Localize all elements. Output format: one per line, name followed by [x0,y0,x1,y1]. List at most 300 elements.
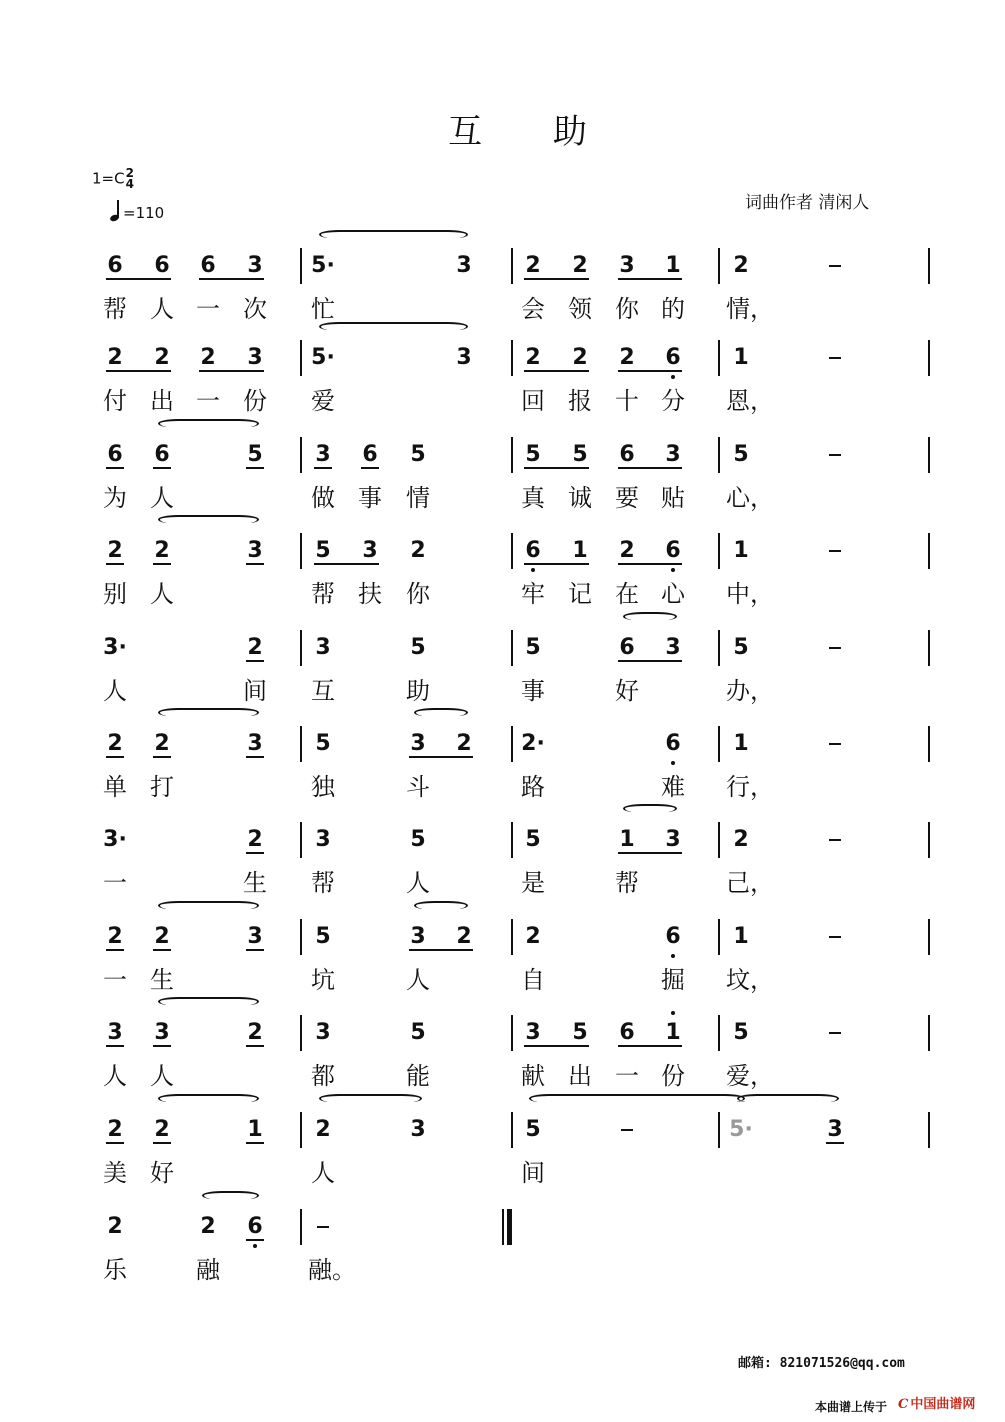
note: 3 [247,924,263,949]
barline [928,248,930,284]
barline [300,726,302,762]
barline [511,1015,513,1051]
note: 2 [619,345,635,370]
lyric-syllable: 一 [615,1062,639,1090]
lyric-syllable: 人 [103,677,127,705]
note: 2 [154,538,170,563]
note: 2· [521,731,545,756]
lyric-syllable: 爱， [726,1062,774,1090]
beam-underline [246,660,264,662]
lyric-syllable: 生 [243,869,267,897]
note: 5 [315,731,331,756]
barline [511,248,513,284]
beam-underline [106,370,171,372]
note: 6 [362,442,378,467]
note: 6 [247,1214,263,1239]
lyric-syllable: 人 [103,1062,127,1090]
note: 3 [456,253,472,278]
note: 1 [247,1117,263,1142]
rest-dash [317,1226,329,1228]
octave-down-dot [671,375,675,379]
note: 3 [525,1020,541,1045]
lyric-syllable: 你 [406,580,430,608]
note: 3 [247,345,263,370]
note: 2 [733,827,749,852]
lyric-syllable: 心 [661,580,685,608]
lyric-syllable: 扶 [358,580,382,608]
slur-tie [158,515,259,524]
barline [718,340,720,376]
note: 2 [247,827,263,852]
beam-underline [618,563,682,565]
beam-underline [246,1142,264,1144]
lyric-syllable: 献 [521,1062,545,1090]
lyric-syllable: 人 [406,869,430,897]
barline [511,822,513,858]
beam-underline [153,1142,171,1144]
beam-underline [106,278,171,280]
barline [718,822,720,858]
lyric-syllable: 事 [358,484,382,512]
site-mark-icon: C [898,1397,909,1412]
barline [928,533,930,569]
barline [511,630,513,666]
rest-dash [829,839,841,841]
beam-underline [618,467,682,469]
lyric-syllable: 贴 [661,484,685,512]
lyric-syllable: 好 [615,677,639,705]
song-title: 互 助 [448,112,617,152]
lyric-syllable: 人 [150,484,174,512]
barline [928,340,930,376]
beam-underline [246,852,264,854]
upload-credit: 本曲谱上传于 [815,1400,888,1414]
beam-underline [409,949,473,951]
lyric-syllable: 为 [103,484,127,512]
beam-underline [153,1045,171,1047]
lyric-syllable: 斗 [406,773,430,801]
lyric-syllable: 打 [150,773,174,801]
quarter-note-icon [110,200,119,222]
slur-tie [319,230,468,239]
note: 2 [456,731,472,756]
lyric-syllable: 互 [311,677,335,705]
lyric-syllable: 都 [311,1062,335,1090]
slur-tie [319,1094,422,1103]
time-signature [126,168,134,190]
rest-dash [829,743,841,745]
note: 2 [200,1214,216,1239]
beam-underline [826,1142,844,1144]
lyric-syllable: 心， [726,484,774,512]
lyric-syllable: 要 [615,484,639,512]
note: 3 [247,253,263,278]
note: 2 [525,924,541,949]
note: 3· [103,635,127,660]
beam-underline [199,370,264,372]
lyric-syllable: 人 [406,966,430,994]
final-barline-thin [502,1209,504,1245]
note: 5 [247,442,263,467]
note: 6 [619,1020,635,1045]
beam-underline [246,1239,264,1241]
note: 3 [827,1117,843,1142]
barline [718,919,720,955]
lyric-syllable: 十 [615,387,639,415]
barline [928,726,930,762]
lyric-syllable: 帮 [103,295,127,323]
note: 2 [200,345,216,370]
note: 2 [107,1214,123,1239]
beam-underline [106,756,124,758]
lyric-syllable: 爱 [311,387,335,415]
rest-dash [829,647,841,649]
slur-tie [623,612,677,621]
lyric-syllable: 的 [661,295,685,323]
lyric-syllable: 美 [103,1159,127,1187]
lyric-syllable: 难 [661,773,685,801]
lyric-syllable: 一 [196,295,220,323]
lyric-syllable: 自 [521,966,545,994]
beam-underline [524,467,589,469]
note: 1 [665,253,681,278]
lyric-syllable: 人 [150,1062,174,1090]
beam-underline [618,370,682,372]
beam-underline [524,370,589,372]
note: 1 [733,731,749,756]
note: 5 [525,1117,541,1142]
note: 6 [619,635,635,660]
beam-underline [106,467,124,469]
note: 2 [525,253,541,278]
rest-dash [829,454,841,456]
barline [718,1112,720,1148]
barline [300,1209,302,1245]
beam-underline [524,278,589,280]
note: 6 [665,538,681,563]
note: 3 [362,538,378,563]
lyric-syllable: 融 [196,1256,220,1284]
lyric-syllable: 单 [103,773,127,801]
octave-up-dot [671,1011,675,1015]
lyric-syllable: 坑 [311,966,335,994]
note: 3 [247,731,263,756]
lyric-syllable: 间 [521,1159,545,1187]
barline [718,1015,720,1051]
lyric-syllable: 份 [661,1062,685,1090]
rest-dash [829,1032,841,1034]
note: 2 [107,1117,123,1142]
note: 3 [247,538,263,563]
note: 3 [619,253,635,278]
beam-underline [409,756,473,758]
lyric-syllable: 中， [726,580,774,608]
site-name: 中国曲谱网 [910,1397,976,1412]
lyric-syllable: 牢 [521,580,545,608]
note: 2 [154,1117,170,1142]
note: 3 [665,442,681,467]
tempo-text: =110 [123,204,165,222]
octave-down-dot [671,954,675,958]
key-text: 1=C [92,169,125,188]
note: 5 [315,538,331,563]
note: 6 [619,442,635,467]
barline [511,919,513,955]
note: 5 [733,1020,749,1045]
lyric-syllable: 别 [103,580,127,608]
barline [928,822,930,858]
barline [928,1112,930,1148]
lyric-syllable: 报 [568,387,592,415]
slur-tie [319,322,468,331]
note: 2 [154,731,170,756]
note: 5 [525,827,541,852]
barline [718,726,720,762]
barline [928,630,930,666]
lyric-syllable: 人 [311,1159,335,1187]
octave-down-dot [671,761,675,765]
note: 1 [733,924,749,949]
note: 3 [410,731,426,756]
lyric-syllable: 恩， [726,387,774,415]
note: 5 [733,442,749,467]
beam-underline [246,1045,264,1047]
lyric-syllable: 事 [521,677,545,705]
note: 3 [154,1020,170,1045]
note: 1 [572,538,588,563]
lyric-syllable: 掘 [661,966,685,994]
note: 5 [410,827,426,852]
tempo-marking [110,200,164,222]
note: 2 [572,253,588,278]
beam-underline [618,660,682,662]
note: 6 [154,442,170,467]
slur-tie [158,419,259,428]
lyric-syllable: 在 [615,580,639,608]
lyric-syllable: 份 [243,387,267,415]
lyric-syllable: 独 [311,773,335,801]
note: 1 [665,1020,681,1045]
slur-tie [529,1094,745,1103]
barline [511,437,513,473]
barline [300,1112,302,1148]
rest-dash [829,357,841,359]
note: 5 [410,635,426,660]
lyric-syllable: 人 [150,295,174,323]
note: 2 [107,345,123,370]
slur-tie [158,997,259,1006]
lyric-syllable: 出 [150,387,174,415]
beam-underline [524,1045,589,1047]
lyric-syllable: 帮 [615,869,639,897]
barline [718,437,720,473]
note: 3 [315,442,331,467]
note: 5 [315,924,331,949]
beam-underline [106,949,124,951]
beam-underline [153,467,171,469]
lyric-syllable: 己， [726,869,774,897]
time-signature-top: 2 [125,166,134,180]
lyric-syllable: 间 [243,677,267,705]
slur-tie [737,1094,839,1103]
note: 2 [107,924,123,949]
note: 1 [619,827,635,852]
note: 2 [410,538,426,563]
slur-tie [414,708,468,717]
lyric-syllable: 是 [521,869,545,897]
lyric-syllable: 一 [103,966,127,994]
note: 5 [410,1020,426,1045]
rest-dash [829,936,841,938]
lyric-syllable: 情 [406,484,430,512]
note: 2 [107,538,123,563]
barline [928,1015,930,1051]
octave-down-dot [671,568,675,572]
beam-underline [618,1045,682,1047]
octave-down-dot [253,1244,257,1248]
beam-underline [618,278,682,280]
lyric-syllable: 出 [568,1062,592,1090]
barline [300,340,302,376]
note: 6 [525,538,541,563]
slur-tie [414,901,468,910]
barline [511,533,513,569]
slur-tie [158,901,259,910]
note: 2 [154,924,170,949]
note: 1 [733,345,749,370]
barline [300,919,302,955]
site-logo [898,1393,975,1412]
lyric-syllable: 分 [661,387,685,415]
octave-down-dot [531,568,535,572]
lyric-syllable: 帮 [311,869,335,897]
lyric-syllable: 好 [150,1159,174,1187]
note: 5 [733,635,749,660]
barline [511,1112,513,1148]
note: 3 [410,1117,426,1142]
lyric-syllable: 乐 [103,1256,127,1284]
beam-underline [246,756,264,758]
author-credit: 词曲作者 清闲人 [745,193,870,213]
time-signature-bottom: 4 [125,177,134,191]
slur-tie [158,1094,259,1103]
beam-underline [524,563,589,565]
note: 5 [410,442,426,467]
lyric-syllable: 次 [243,295,267,323]
barline [300,1015,302,1051]
lyric-syllable: 一 [196,387,220,415]
beam-underline [246,949,264,951]
lyric-syllable: 路 [521,773,545,801]
note: 3· [103,827,127,852]
note: 2 [572,345,588,370]
note: 6 [107,442,123,467]
lyric-syllable: 行， [726,773,774,801]
barline [300,630,302,666]
lyric-syllable: 帮 [311,580,335,608]
note: 2 [247,1020,263,1045]
rest-dash [829,550,841,552]
lyric-syllable: 你 [615,295,639,323]
lyric-syllable: 忙 [311,295,335,323]
note: 6 [154,253,170,278]
note: 2 [525,345,541,370]
note: 2 [456,924,472,949]
note: 5· [729,1117,753,1142]
note: 6 [107,253,123,278]
beam-underline [314,563,379,565]
lyric-syllable: 做 [311,484,335,512]
note: 2 [619,538,635,563]
note: 5· [311,253,335,278]
note: 6 [200,253,216,278]
beam-underline [314,467,332,469]
barline [300,248,302,284]
beam-underline [618,852,682,854]
note: 3 [456,345,472,370]
note: 6 [665,924,681,949]
beam-underline [199,278,264,280]
lyric-syllable: 人 [150,580,174,608]
slur-tie [202,1191,259,1200]
barline [718,248,720,284]
lyric-syllable: 记 [568,580,592,608]
barline [718,533,720,569]
beam-underline [153,756,171,758]
barline [928,437,930,473]
note: 2 [733,253,749,278]
lyric-syllable: 会 [521,295,545,323]
barline [511,726,513,762]
barline [928,919,930,955]
note: 5 [572,442,588,467]
lyric-syllable: 办， [726,677,774,705]
rest-dash [621,1129,633,1131]
lyric-syllable: 能 [406,1062,430,1090]
barline [300,822,302,858]
barline [300,437,302,473]
note: 1 [733,538,749,563]
barline [511,340,513,376]
beam-underline [361,467,379,469]
slur-tie [158,708,259,717]
barline [718,630,720,666]
beam-underline [153,949,171,951]
rest-dash [829,265,841,267]
lyric-syllable: 领 [568,295,592,323]
email-footer: 邮箱: 821071526@qq.com [738,1356,905,1371]
note: 3 [107,1020,123,1045]
lyric-syllable: 坟， [726,966,774,994]
lyric-syllable: 真 [521,484,545,512]
beam-underline [106,1142,124,1144]
note: 6 [665,345,681,370]
final-barline-thick [507,1209,512,1245]
lyric-syllable: 助 [406,677,430,705]
note: 2 [247,635,263,660]
note: 2 [315,1117,331,1142]
note: 2 [107,731,123,756]
note: 3 [315,1020,331,1045]
note: 3 [315,827,331,852]
note: 3 [315,635,331,660]
lyric-syllable: 一 [103,869,127,897]
note: 5 [525,635,541,660]
barline [300,533,302,569]
slur-tie [623,804,677,813]
note: 3 [665,827,681,852]
lyric-syllable: 生 [150,966,174,994]
